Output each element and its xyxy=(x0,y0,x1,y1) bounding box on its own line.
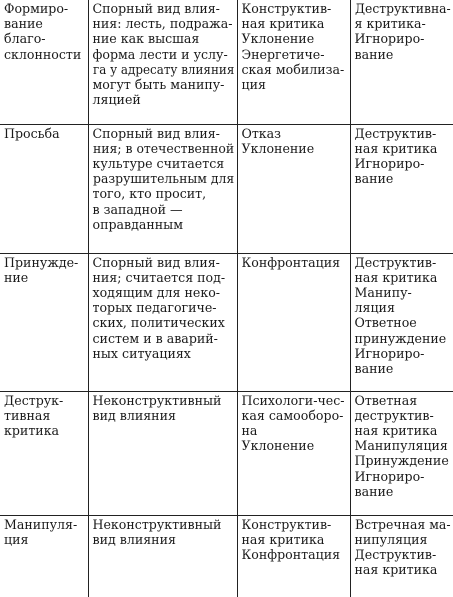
cell-text-line: культуре считается xyxy=(92,155,225,171)
cell-text-line: Энергетиче- xyxy=(241,46,325,62)
cell-text-line: ная критика xyxy=(354,140,438,156)
influence-type-cell xyxy=(0,124,88,253)
cell-text-line: Принуждение xyxy=(354,453,449,469)
destructive-response-cell xyxy=(350,253,453,391)
cell-text-line: ная критика xyxy=(354,562,438,578)
assessment-cell xyxy=(88,391,237,515)
cell-text-line: вание xyxy=(354,171,394,187)
cell-text-line: Деструктив- xyxy=(354,125,437,141)
influence-type-cell xyxy=(0,253,88,391)
cell-text-line: Формиро- xyxy=(4,1,69,16)
assessment-cell xyxy=(88,124,237,253)
cell-text-line: могут быть манипу- xyxy=(92,77,225,93)
assessment-cell xyxy=(88,515,237,597)
cell-text-line: на xyxy=(241,422,258,438)
cell-text-line: Принужде- xyxy=(4,254,79,270)
cell-text-line: нипуляция xyxy=(354,531,428,547)
cell-text-line: ция xyxy=(241,77,266,93)
table-row xyxy=(0,391,453,515)
cell-text-line: Манипуля- xyxy=(4,516,78,532)
cell-text-line: форма лести и услу- xyxy=(92,46,228,62)
influence-type-cell xyxy=(0,515,88,597)
cell-text-line: вид влияния xyxy=(92,407,176,423)
cell-text-line: Ответная xyxy=(354,392,418,408)
cell-text-line: Психологи-чес- xyxy=(241,392,345,408)
cell-text-line: вид влияния xyxy=(92,531,176,547)
cell-text-line: вание xyxy=(354,360,394,376)
cell-text-line: Игнориро- xyxy=(354,345,425,361)
cell-text-line: Спорный вид влия- xyxy=(92,1,220,16)
cell-text-line: Деструктив- xyxy=(354,546,437,562)
constructive-response-cell xyxy=(237,124,350,253)
destructive-response-cell xyxy=(350,0,453,124)
cell-text-line: ляция xyxy=(354,300,395,316)
cell-text-line: ная критика xyxy=(241,16,325,32)
cell-text-line: тивная xyxy=(4,407,51,423)
cell-text-line: Игнориро- xyxy=(354,155,425,171)
cell-text-line: ние xyxy=(4,269,29,285)
cell-text-line: Манипу- xyxy=(354,284,412,300)
assessment-cell xyxy=(88,253,237,391)
cell-text-line: принуждение xyxy=(354,330,447,346)
cell-text-line: критика xyxy=(4,422,60,438)
cell-text-line: благо- xyxy=(4,31,46,47)
cell-text-line: Деструк- xyxy=(4,392,64,408)
cell-text-line: Неконструктивный xyxy=(92,516,222,532)
cell-text-line: Уклонение xyxy=(241,140,315,156)
cell-text-line: я критика- xyxy=(354,16,426,32)
cell-text-line: Конструктив- xyxy=(241,1,332,16)
cell-text-line: Встречная ма- xyxy=(354,516,451,532)
influence-type-cell xyxy=(0,391,88,515)
cell-text-line: вание xyxy=(354,483,394,499)
constructive-response-cell xyxy=(237,0,350,124)
destructive-response-cell xyxy=(350,391,453,515)
cell-text-line: Просьба xyxy=(4,125,60,141)
cell-text-line: вание xyxy=(354,46,394,62)
cell-text-line: Уклонение xyxy=(241,31,315,47)
assessment-cell xyxy=(88,0,237,124)
cell-text-line: Спорный вид влия- xyxy=(92,254,220,270)
cell-text-line: того, кто просит, xyxy=(92,186,207,202)
table-row xyxy=(0,0,453,124)
cell-text-line: га у адресату влияния xyxy=(92,61,234,77)
cell-text-line: разрушительным для xyxy=(92,171,234,187)
cell-text-line: кая самооборо- xyxy=(241,407,344,423)
cell-text-line: ная критика xyxy=(354,422,438,438)
destructive-response-cell xyxy=(350,515,453,597)
cell-text-line: ная критика xyxy=(241,531,325,547)
cell-text-line: Конфронтация xyxy=(241,254,341,270)
cell-text-line: Уклонение xyxy=(241,438,315,454)
constructive-response-cell xyxy=(237,391,350,515)
cell-text-line: Спорный вид влия- xyxy=(92,125,220,141)
cell-text-line: ния; в отечественной xyxy=(92,140,234,156)
constructive-response-cell xyxy=(237,253,350,391)
cell-text-line: вание xyxy=(4,16,43,32)
cell-text-line: ния: лесть, подража- xyxy=(92,16,233,32)
table-row xyxy=(0,124,453,253)
influence-type-cell xyxy=(0,0,88,124)
destructive-response-cell xyxy=(350,124,453,253)
cell-text-line: Игнориро- xyxy=(354,468,425,484)
cell-text-line: ская мобилиза- xyxy=(241,61,345,77)
cell-text-line: Деструктивна- xyxy=(354,1,451,16)
cell-text-line: Конфронтация xyxy=(241,546,341,562)
table-row xyxy=(0,515,453,597)
cell-text-line: склонности xyxy=(4,46,82,62)
cell-text-line: Деструктив- xyxy=(354,254,437,270)
cell-text-line: Отказ xyxy=(241,125,282,141)
cell-text-line: деструктив- xyxy=(354,407,434,423)
cell-text-line: ных ситуациях xyxy=(92,345,191,361)
cell-text-line: Неконструктивный xyxy=(92,392,222,408)
cell-text-line: Манипуляция xyxy=(354,438,448,454)
cell-text-line: ная критика xyxy=(354,269,438,285)
constructive-response-cell xyxy=(237,515,350,597)
cell-text-line: ляцией xyxy=(92,92,141,108)
cell-text-line: систем и в аварий- xyxy=(92,330,218,346)
cell-text-line: в западной — xyxy=(92,201,183,217)
cell-text-line: Игнориро- xyxy=(354,31,425,47)
cell-text-line: ния; считается под- xyxy=(92,269,226,285)
cell-text-line: ние как высшая xyxy=(92,31,200,47)
cell-text-line: ских, политических xyxy=(92,315,225,331)
cell-text-line: ция xyxy=(4,531,29,547)
cell-text-line: оправданным xyxy=(92,216,184,232)
cell-text-line: торых педагогиче- xyxy=(92,300,217,316)
cell-text-line: ходящим для неко- xyxy=(92,284,221,300)
cell-text-line: Конструктив- xyxy=(241,516,332,532)
cell-text-line: Ответное xyxy=(354,315,417,331)
table-row xyxy=(0,253,453,391)
